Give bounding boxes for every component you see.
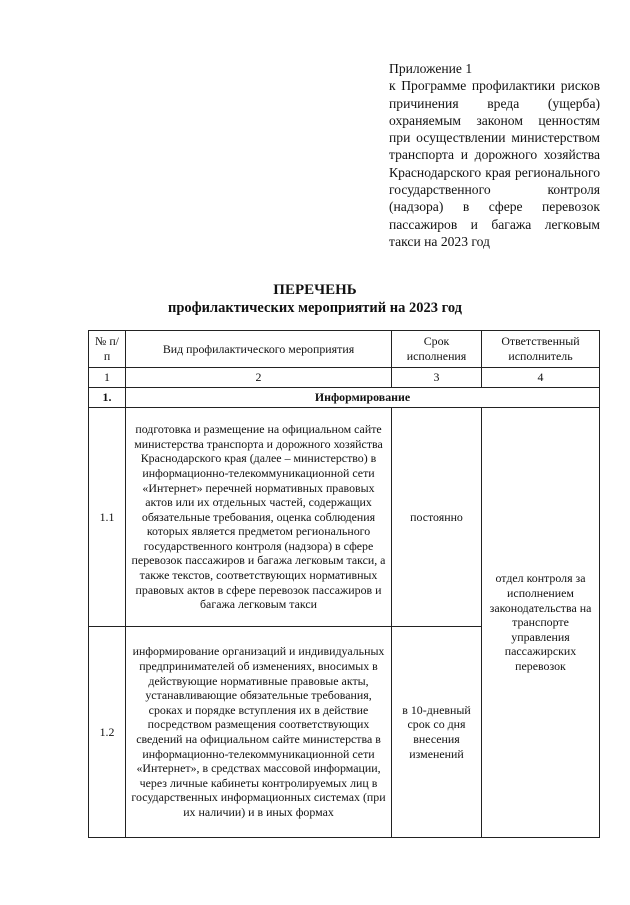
column-number: 1 bbox=[89, 368, 126, 388]
row-number: 1.1 bbox=[89, 408, 126, 627]
column-number: 2 bbox=[126, 368, 392, 388]
annex-block bbox=[389, 60, 600, 250]
column-numbers-row bbox=[89, 368, 600, 388]
column-number: 4 bbox=[482, 368, 600, 388]
row-deadline: в 10-дневный срок со дня внесения изменений bbox=[392, 627, 482, 838]
header-deadline: Срок исполнения bbox=[392, 331, 482, 368]
activities-table bbox=[88, 330, 600, 838]
row-number: 1.2 bbox=[89, 627, 126, 838]
row-activity: информирование организаций и индивидуальных предпринимателей об изменениях, вносимых в действующие нормативные правовые акты, устанавливающие обязательные требования, сроках и порядке вступления их в действие посредством размещения соответствующих сведений на официальном сайте министерства в информационно-телекоммуникационной сети «Интернет», в средствах массовой информации, через личные кабинеты контролируемых лиц в государственных информационных системах (при их наличии) и в иных формах bbox=[126, 627, 392, 838]
header-activity: Вид профилактического мероприятия bbox=[126, 331, 392, 368]
header-num: № п/п bbox=[89, 331, 126, 368]
document-title: ПЕРЕЧЕНЬ bbox=[273, 282, 357, 298]
row-deadline: постоянно bbox=[392, 408, 482, 627]
section-title: Информирование bbox=[126, 388, 600, 408]
responsible-executor: отдел контроля за исполнением законодательства на транспорте управления пассажирских перевозок bbox=[482, 408, 600, 838]
column-number: 3 bbox=[392, 368, 482, 388]
row-activity: подготовка и размещение на официальном сайте министерства транспорта и дорожного хозяйства Краснодарского края (далее – министерство) в информационно-телекоммуникационной сети «Интернет» перечней нормативных правовых актов или их отдельных частей, содержащих обязательные требования, оценка соблюдения которых является предметом регионального государственного контроля (надзора) в сфере перевозок пассажиров и багажа легковым такси, а также текстов, соответствующих нормативных правовых актов в сфере перевозок пассажиров и багажа легковым такси bbox=[126, 408, 392, 627]
table-row bbox=[89, 408, 600, 627]
annex-title: Приложение 1 bbox=[389, 61, 473, 76]
annex-body: к Программе профилактики рисков причинения вреда (ущерба) охраняемым законом ценностям при осуществлении министерством транспорта и дорожного хозяйства Краснодарского края регионального государственного контроля (надзора) в сфере перевозок пассажиров и багажа легковым такси на 2023 год bbox=[389, 78, 600, 249]
table-header-row bbox=[89, 331, 600, 368]
header-responsible: Ответственный исполнитель bbox=[482, 331, 600, 368]
section-row bbox=[89, 388, 600, 408]
section-number: 1. bbox=[89, 388, 126, 408]
document-subtitle: профилактических мероприятий на 2023 год bbox=[167, 300, 463, 316]
